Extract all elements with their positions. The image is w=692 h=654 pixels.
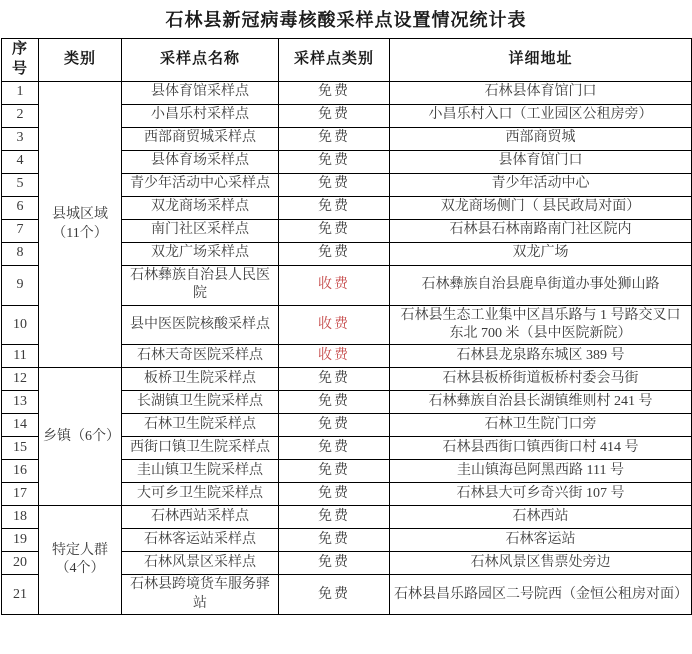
fee-type: 免费 — [279, 242, 390, 265]
fee-type: 免费 — [279, 575, 390, 615]
header-serial-number: 序号 — [2, 39, 39, 82]
row-number: 15 — [2, 437, 39, 460]
category-label-line: 特定人群 — [52, 542, 108, 558]
table-row — [2, 506, 692, 529]
detailed-address: 石林县龙泉路东城区 389 号 — [390, 345, 692, 368]
header-sampling-point-name: 采样点名称 — [122, 39, 279, 82]
category-cell — [39, 81, 122, 368]
detailed-address: 圭山镇海邑阿黑西路 111 号 — [390, 460, 692, 483]
detailed-address: 石林卫生院门口旁 — [390, 414, 692, 437]
sampling-point-name: 大可乡卫生院采样点 — [122, 483, 279, 506]
row-number: 11 — [2, 345, 39, 368]
category-label-line: 乡镇（6个） — [43, 428, 120, 444]
row-number: 4 — [2, 150, 39, 173]
table-row — [2, 368, 692, 391]
table-body — [2, 81, 692, 615]
page-title: 石林县新冠病毒核酸采样点设置情况统计表 — [165, 10, 527, 30]
row-number: 13 — [2, 391, 39, 414]
detailed-address: 双龙广场 — [390, 242, 692, 265]
header-sampling-point-type: 采样点类别 — [279, 39, 390, 82]
sampling-point-name: 西街口镇卫生院采样点 — [122, 437, 279, 460]
table-header-row — [2, 39, 692, 82]
row-number: 8 — [2, 242, 39, 265]
header-category: 类别 — [39, 39, 122, 82]
fee-type: 免费 — [279, 437, 390, 460]
sampling-point-name: 双龙广场采样点 — [122, 242, 279, 265]
row-number: 9 — [2, 265, 39, 305]
sampling-point-name: 青少年活动中心采样点 — [122, 173, 279, 196]
fee-type: 免费 — [279, 552, 390, 575]
row-number: 7 — [2, 219, 39, 242]
row-number: 21 — [2, 575, 39, 615]
sampling-point-name: 石林彝族自治县人民医院 — [122, 265, 279, 305]
fee-type: 收费 — [279, 345, 390, 368]
sampling-point-name: 板桥卫生院采样点 — [122, 368, 279, 391]
detailed-address: 石林彝族自治县长湖镇维则村 241 号 — [390, 391, 692, 414]
fee-type: 免费 — [279, 483, 390, 506]
row-number: 20 — [2, 552, 39, 575]
category-cell — [39, 368, 122, 506]
fee-type: 免费 — [279, 368, 390, 391]
detailed-address: 双龙商场侧门（ 县民政局对面） — [390, 196, 692, 219]
category-label-line: （11个） — [52, 225, 108, 241]
detailed-address: 石林县板桥街道板桥村委会马街 — [390, 368, 692, 391]
detailed-address: 石林彝族自治县鹿阜街道办事处狮山路 — [390, 265, 692, 305]
row-number: 10 — [2, 305, 39, 345]
sampling-points-table — [1, 38, 692, 615]
table-row — [2, 81, 692, 104]
sampling-point-name: 石林风景区采样点 — [122, 552, 279, 575]
sampling-point-name: 石林县跨境货车服务驿站 — [122, 575, 279, 615]
category-label-line: 县城区域 — [52, 207, 108, 223]
detailed-address: 石林县大可乡奇兴街 107 号 — [390, 483, 692, 506]
detailed-address: 县体育馆门口 — [390, 150, 692, 173]
row-number: 18 — [2, 506, 39, 529]
row-number: 14 — [2, 414, 39, 437]
fee-type: 免费 — [279, 506, 390, 529]
fee-type: 免费 — [279, 81, 390, 104]
detailed-address: 青少年活动中心 — [390, 173, 692, 196]
detailed-address: 西部商贸城 — [390, 127, 692, 150]
row-number: 6 — [2, 196, 39, 219]
sampling-point-name: 圭山镇卫生院采样点 — [122, 460, 279, 483]
fee-type: 收费 — [279, 305, 390, 345]
sampling-point-name: 西部商贸城采样点 — [122, 127, 279, 150]
fee-type: 收费 — [279, 265, 390, 305]
sampling-point-name: 县体育场采样点 — [122, 150, 279, 173]
detailed-address: 石林西站 — [390, 506, 692, 529]
row-number: 3 — [2, 127, 39, 150]
fee-type: 免费 — [279, 173, 390, 196]
fee-type: 免费 — [279, 150, 390, 173]
category-label-line: （4个） — [55, 561, 105, 577]
detailed-address: 石林县石林南路南门社区院内 — [390, 219, 692, 242]
sampling-point-name: 石林天奇医院采样点 — [122, 345, 279, 368]
sampling-point-name: 长湖镇卫生院采样点 — [122, 391, 279, 414]
row-number: 16 — [2, 460, 39, 483]
sampling-point-name: 石林客运站采样点 — [122, 529, 279, 552]
fee-type: 免费 — [279, 414, 390, 437]
fee-type: 免费 — [279, 391, 390, 414]
sampling-point-name: 石林卫生院采样点 — [122, 414, 279, 437]
sampling-point-name: 县中医医院核酸采样点 — [122, 305, 279, 345]
sampling-point-name: 县体育馆采样点 — [122, 81, 279, 104]
row-number: 19 — [2, 529, 39, 552]
fee-type: 免费 — [279, 460, 390, 483]
row-number: 12 — [2, 368, 39, 391]
fee-type: 免费 — [279, 104, 390, 127]
category-cell — [39, 506, 122, 615]
sampling-point-name: 南门社区采样点 — [122, 219, 279, 242]
fee-type: 免费 — [279, 219, 390, 242]
detailed-address: 石林县体育馆门口 — [390, 81, 692, 104]
detailed-address: 石林县昌乐路园区二号院西（金恒公租房对面） — [390, 575, 692, 615]
header-detailed-address: 详细地址 — [390, 39, 692, 82]
sampling-point-name: 石林西站采样点 — [122, 506, 279, 529]
row-number: 2 — [2, 104, 39, 127]
sampling-point-name: 双龙商场采样点 — [122, 196, 279, 219]
sampling-point-name: 小昌乐村采样点 — [122, 104, 279, 127]
detailed-address: 石林风景区售票处旁边 — [390, 552, 692, 575]
detailed-address: 石林县西街口镇西街口村 414 号 — [390, 437, 692, 460]
fee-type: 免费 — [279, 529, 390, 552]
fee-type: 免费 — [279, 127, 390, 150]
fee-type: 免费 — [279, 196, 390, 219]
detailed-address: 石林县生态工业集中区昌乐路与 1 号路交叉口东北 700 米（县中医院新院） — [390, 305, 692, 345]
row-number: 5 — [2, 173, 39, 196]
row-number: 17 — [2, 483, 39, 506]
detailed-address: 小昌乐村入口（工业园区公租房旁） — [390, 104, 692, 127]
detailed-address: 石林客运站 — [390, 529, 692, 552]
row-number: 1 — [2, 81, 39, 104]
